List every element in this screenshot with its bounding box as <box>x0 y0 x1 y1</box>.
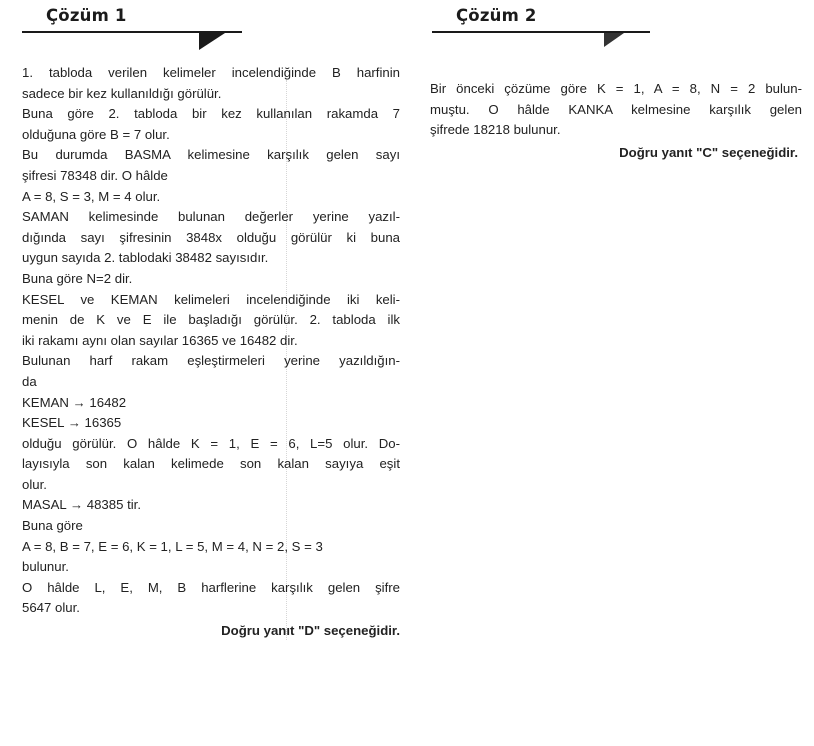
text-line: A = 8, B = 7, E = 6, K = 1, L = 5, M = 4, N = 2, S = 3 <box>22 538 323 554</box>
solution-2 <box>430 0 802 163</box>
text-line: 5647 olur. <box>22 600 80 616</box>
text-line: bulunur. <box>22 559 69 575</box>
text-line: SAMAN kelimesinde bulunan değerler yerine yazıl- <box>22 209 400 225</box>
text-line: layısıyla son kalan kelimede son kalan sayıya eşit <box>22 456 400 472</box>
text-line: uygun sayıda 2. tablodaki 38482 sayısıdır. <box>22 250 269 266</box>
text-line: Bulunan harf rakam eşleştirmeleri yerine yazıldığın- <box>22 353 400 369</box>
text-line: 1. tabloda verilen kelimeler incelendiğinde B harfinin <box>22 65 400 80</box>
text-line: Buna göre N=2 dir. <box>22 270 133 286</box>
text-line: KESEL ve KEMAN kelimeleri incelendiğinde iki keli- <box>22 291 400 307</box>
solution-2-title: Çözüm 2 <box>456 6 537 25</box>
solution-1-header <box>22 0 400 48</box>
solution-1-body <box>22 63 400 642</box>
text-line: dığında sayı şifresinin 3848x olduğu görülür ki buna <box>22 229 400 245</box>
text-line: Bir önceki çözüme göre K = 1, A = 8, N = 2 bulun- <box>430 81 802 96</box>
solution-2-body <box>430 79 802 163</box>
text-line: MASAL → 48385 tir. <box>22 497 141 513</box>
text-line: O hâlde L, E, M, B harflerine karşılık gelen şifre <box>22 579 400 595</box>
solution-1 <box>22 0 400 642</box>
solution-1-title: Çözüm 1 <box>46 6 127 25</box>
text-line: sadece bir kez kullanıldığı görülür. <box>22 85 222 101</box>
text-line: KESEL → 16365 <box>22 415 122 431</box>
text-line: Buna göre <box>22 518 83 534</box>
text-line: şifrede 18218 bulunur. <box>430 122 561 138</box>
text-line: olduğu görülür. O hâlde K = 1, E = 6, L=5 olur. Do- <box>22 435 400 451</box>
text-line: Buna göre 2. tabloda bir kez kullanılan rakamda 7 <box>22 106 400 122</box>
text-line: iki rakamı aynı olan sayılar 16365 ve 16482 dir. <box>22 332 298 348</box>
text-line: A = 8, S = 3, M = 4 olur. <box>22 188 161 204</box>
text-line: şifresi 78348 dir. O hâlde <box>22 167 168 183</box>
header-triangle-icon <box>199 33 225 50</box>
text-line: KEMAN → 16482 <box>22 394 127 410</box>
text-line: menin de K ve E ile başladığı görülür. 2. tabloda ilk <box>22 312 400 328</box>
solution-2-answer: Doğru yanıt "C" seçeneğidir. <box>619 144 798 160</box>
text-line: olduğuna göre B = 7 olur. <box>22 126 170 142</box>
text-line: Bu durumda BASMA kelimesine karşılık gelen sayı <box>22 147 400 163</box>
text-line: muştu. O hâlde KANKA kelmesine karşılık gelen <box>430 101 802 117</box>
solution-2-header <box>430 0 802 48</box>
header-triangle-icon <box>604 33 624 47</box>
text-line: olur. <box>22 476 47 492</box>
solution-1-answer: Doğru yanıt "D" seçeneğidir. <box>221 623 400 639</box>
text-line: da <box>22 373 37 389</box>
